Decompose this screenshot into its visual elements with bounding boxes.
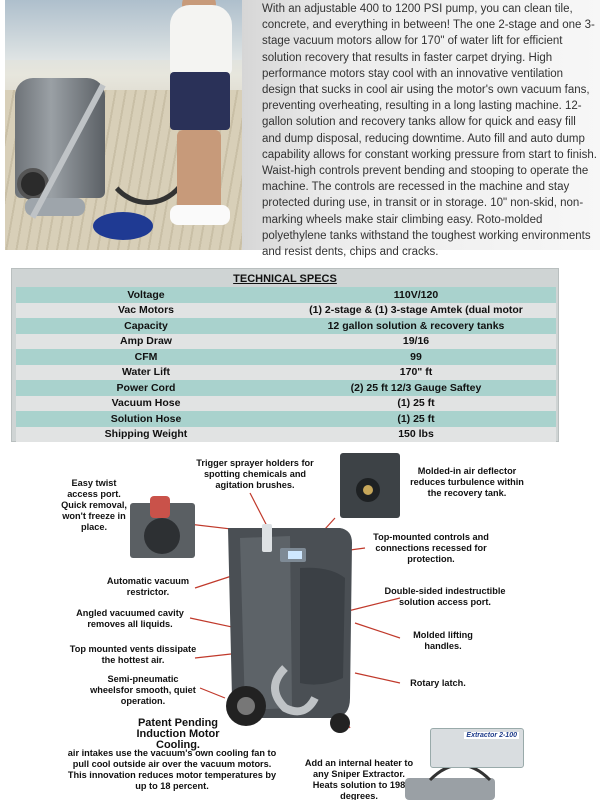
spec-value: 99 [276,349,556,365]
spec-value: 19/16 [276,334,556,350]
spec-value: (1) 25 ft [276,411,556,427]
photo-person-shirt [170,5,232,75]
spec-value: 12 gallon solution & recovery tanks [276,318,556,334]
table-row [16,303,556,319]
product-description: With an adjustable 400 to 1200 PSI pump, you can clean tile, concrete, and everything in between! The one 2-stage and one 3-stage vacuum motors allow for 170" of water lift for efficient solution recovery that results in faster carpet drying. High performance motors stay cool with an innovative ventilation design that sucks in cool air using the motor's own vacuum fans, preventing overheating, resulting in a long lasting machine. 12-gallon solution and recovery tanks allow for quick and easy fill and dump disposal, reducing downtime. Auto fill and auto dump capability allows for constant working pressure from start to finish. Waist-high controls prevent bending and stooping to operate the machine. The controls are recessed in the machine and stay protected during use, in transit or in storage. 10" non-skid, non-marking wheels make stair climbing easy. Roto-molded polyethylene tanks withstand the toughest working environments and resist dents, chips and cracks. [262,3,597,259]
technical-specs-table [11,268,559,442]
label-air-intakes: air intakes use the vacuum's own cooling fan to pull cool outside air over the vacuum motors. This innovation reduces motor temperatures by up to 18 percent. [67,748,277,791]
specs-grid [16,287,556,442]
label-patent-cooling: Patent Pending Induction Motor Cooling. [136,717,220,751]
spec-label: Capacity [16,318,276,334]
photo-person-shorts [170,72,230,130]
spec-value: 110V/120 [276,287,556,303]
extractor-badge: Extractor 2-100 [466,732,517,739]
product-hero [0,0,600,259]
label-solution-access-port: Double-sided indestructible solution access port. [384,586,506,607]
spec-label: Amp Draw [16,334,276,350]
feature-diagram [0,448,600,800]
label-top-controls: Top-mounted controls and connections recessed for protection. [373,532,489,564]
spec-value: 150 lbs [276,427,556,443]
label-top-vents: Top mounted vents dissipate the hottest air. [69,644,197,665]
label-air-deflector: Molded-in air deflector reduces turbulence within the recovery tank. [410,466,524,498]
label-twist-port: Easy twist access port. Quick removal, won't freeze in place. [61,478,127,532]
spec-label: Shipping Weight [16,427,276,443]
table-row [16,427,556,443]
label-wheels: Semi-pneumatic wheelsfor smooth, quiet operation. [90,674,196,706]
label-angled-cavity: Angled vacuumed cavity removes all liquids. [76,608,184,629]
label-rotary-latch: Rotary latch. [410,678,466,688]
spec-label: Solution Hose [16,411,276,427]
table-row [16,349,556,365]
table-row [16,411,556,427]
label-trigger-holders: Trigger sprayer holders for spotting chemicals and agitation brushes. [196,458,314,490]
label-lifting-handles: Molded lifting handles. [413,630,473,651]
spec-label: Voltage [16,287,276,303]
label-internal-heater: Add an internal heater to any Sniper Extractor. Heats solution to 198 degrees. [304,758,414,800]
table-row [16,318,556,334]
spec-value: (2) 25 ft 12/3 Gauge Saftey [276,380,556,396]
table-row [16,380,556,396]
spec-label: Water Lift [16,365,276,381]
spec-label: Vac Motors [16,303,276,319]
product-photo [5,0,242,250]
table-row [16,396,556,412]
spec-value: (1) 25 ft [276,396,556,412]
description-panel [242,0,600,259]
photo-person-legs [177,130,221,210]
extractor-control-panel [430,728,524,768]
spec-value: 170" ft [276,365,556,381]
spec-label: CFM [16,349,276,365]
table-row [16,365,556,381]
label-vacuum-restrictor: Automatic vacuum restrictor. [106,576,190,597]
photo-cleaning-head [93,212,153,240]
table-row [16,287,556,303]
specs-title: TECHNICAL SPECS [233,273,337,285]
spec-value: (1) 2-stage & (1) 3-stage Amtek (dual motor [276,303,556,319]
spec-label: Vacuum Hose [16,396,276,412]
spec-label: Power Cord [16,380,276,396]
photo-person-shoes [170,205,230,225]
table-row [16,334,556,350]
